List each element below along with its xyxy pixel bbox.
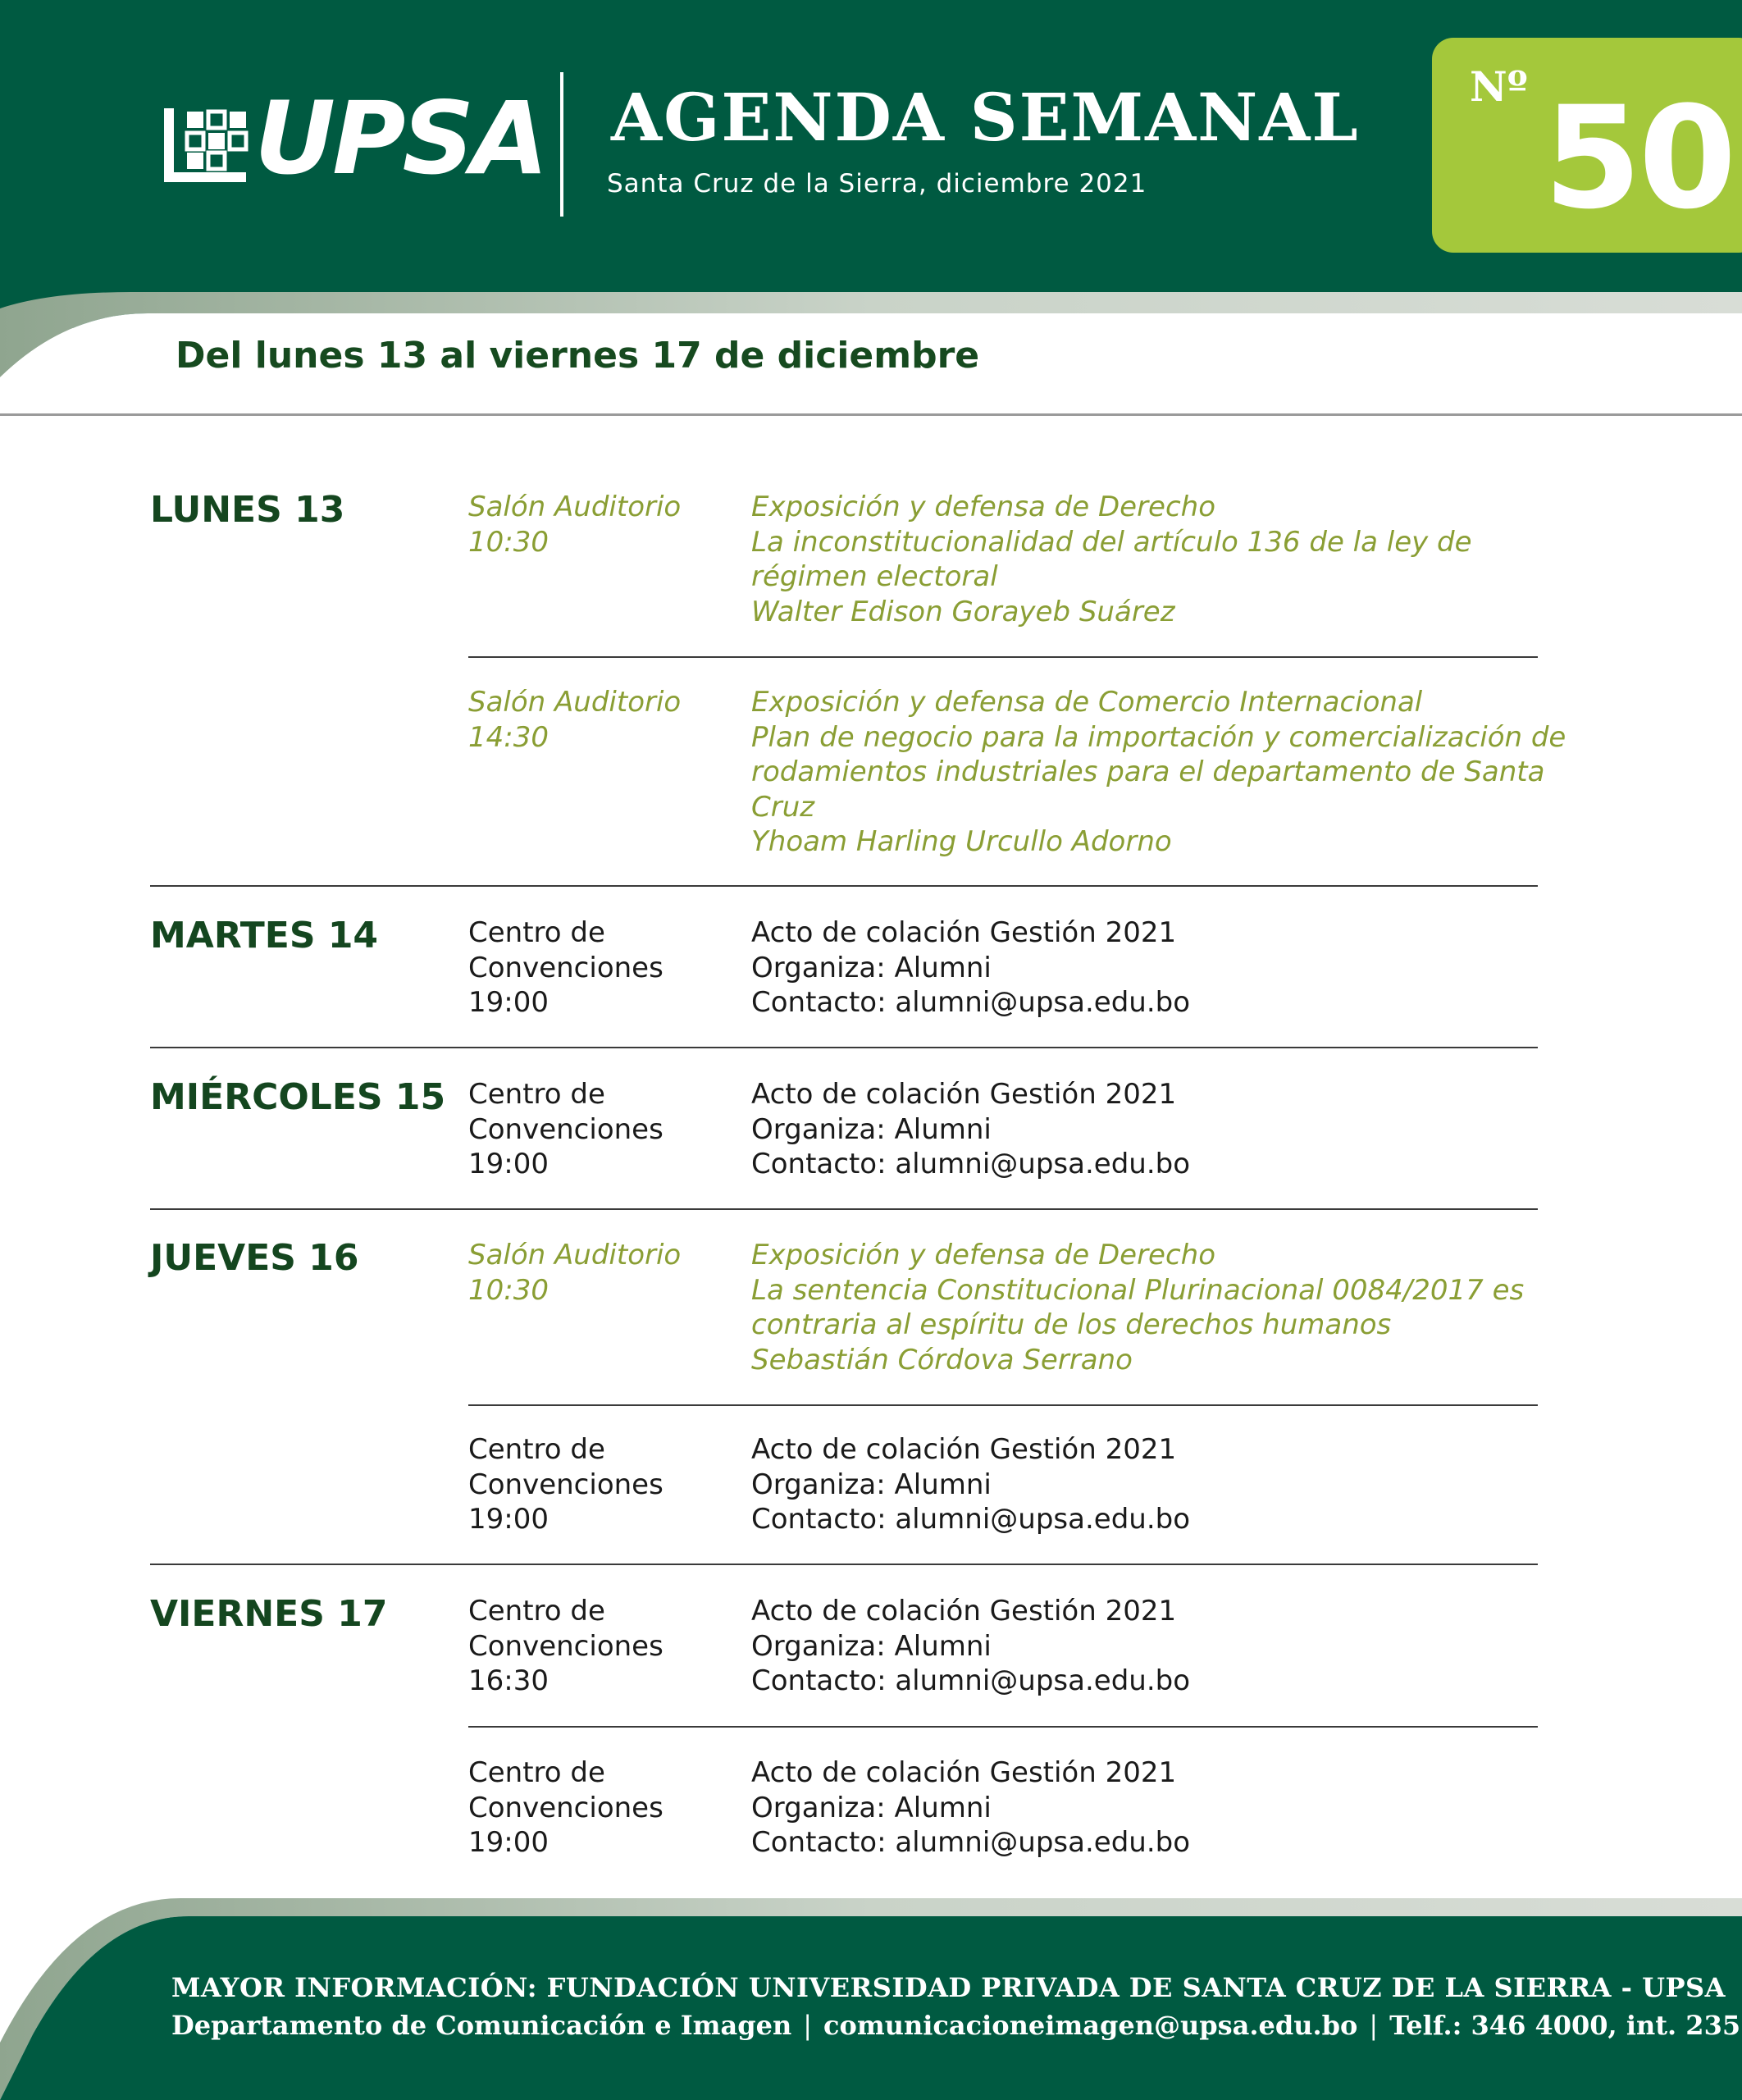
event-divider [468,656,1538,658]
event-divider [468,1726,1538,1728]
day-divider [150,1208,1538,1210]
event-description: Acto de colación Gestión 2021 Organiza: Alumni Contacto: alumni@upsa.edu.bo [751,1595,1191,1697]
event-description: Acto de colación Gestión 2021 Organiza: Alumni Contacto: alumni@upsa.edu.bo [751,916,1191,1019]
event-divider [468,1404,1538,1406]
header-divider [560,72,563,217]
issue-number: 50 [1544,75,1734,240]
issue-prefix: Nº [1470,62,1528,111]
page-title: AGENDA SEMANAL [611,79,1360,156]
upsa-emblem-icon [162,100,251,189]
day-label-martes: MARTES 14 [150,915,379,956]
event-description: Exposición y defensa de Derecho La sentencia Constitucional Plurinacional 0084/2017 es contraria al espíritu de los derechos humanos Sebastián Córdova Serrano [751,1239,1525,1376]
event-place: Centro de Convenciones 19:00 [468,1433,664,1536]
day-label-miercoles: MIÉRCOLES 15 [150,1076,446,1118]
issue-badge [1432,38,1742,253]
footer-separator: | [1369,2010,1379,2041]
event-place: Centro de Convenciones 16:30 [468,1595,664,1697]
upsa-logo [162,80,545,197]
footer-department: Departamento de Comunicación e Imagen [171,2010,792,2041]
event-description: Exposición y defensa de Comercio Internacional Plan de negocio para la importación y comercialización de rodamientos industriales para el departamento de Santa Cruz Yhoam Harling Urcullo Adorno [751,686,1566,858]
event-description: Exposición y defensa de Derecho La inconstitucionalidad del artículo 136 de la ley de régimen electoral Walter Edison Gorayeb Suárez [751,491,1472,628]
week-range: Del lunes 13 al viernes 17 de diciembre [176,335,980,377]
event-description: Acto de colación Gestión 2021 Organiza: Alumni Contacto: alumni@upsa.edu.bo [751,1756,1191,1859]
footer-contact [171,2010,1740,2041]
footer-separator: | [803,2010,813,2041]
day-divider [150,1047,1538,1048]
event-description: Acto de colación Gestión 2021 Organiza: Alumni Contacto: alumni@upsa.edu.bo [751,1078,1191,1180]
event-description: Acto de colación Gestión 2021 Organiza: Alumni Contacto: alumni@upsa.edu.bo [751,1433,1191,1536]
footer-email-link[interactable]: comunicacioneimagen@upsa.edu.bo [823,2010,1358,2041]
day-label-lunes: LUNES 13 [150,489,345,531]
event-place: Centro de Convenciones 19:00 [468,1078,664,1180]
event-place: Salón Auditorio 10:30 [468,1239,682,1307]
week-divider [0,413,1742,416]
day-divider [150,885,1538,887]
event-place: Salón Auditorio 14:30 [468,686,682,754]
day-label-jueves: JUEVES 16 [150,1237,359,1279]
event-place: Centro de Convenciones 19:00 [468,916,664,1019]
day-label-viernes: VIERNES 17 [150,1593,388,1635]
footer-info: MAYOR INFORMACIÓN: FUNDACIÓN UNIVERSIDAD PRIVADA DE SANTA CRUZ DE LA SIERRA - UPSA [171,1972,1726,2003]
page-subtitle: Santa Cruz de la Sierra, diciembre 2021 [607,169,1147,199]
event-place: Centro de Convenciones 19:00 [468,1756,664,1859]
footer-phone: Telf.: 346 4000, int. 235 [1389,2010,1741,2041]
day-divider [150,1564,1538,1565]
logo-wordmark: UPSA [254,80,545,197]
event-place: Salón Auditorio 10:30 [468,491,682,559]
